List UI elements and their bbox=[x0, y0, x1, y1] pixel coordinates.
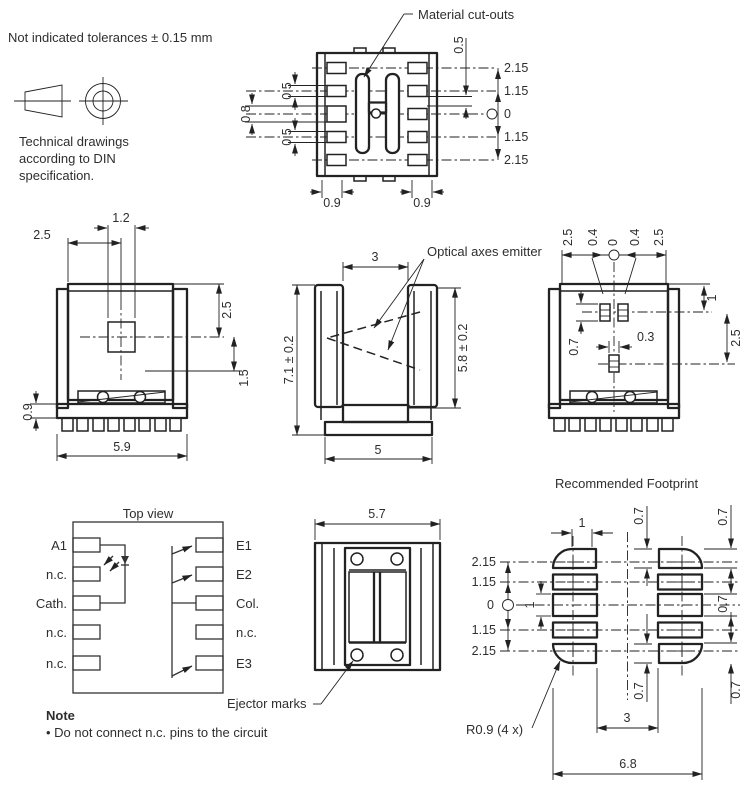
pinout-title: Top view bbox=[122, 506, 174, 521]
pin-label-a1: A1 bbox=[51, 538, 67, 553]
pin-label-e2: E2 bbox=[236, 567, 252, 582]
fp-dim-row3: 0 bbox=[487, 598, 494, 612]
dim-row2: 1.15 bbox=[504, 84, 529, 98]
material-cutouts-shape bbox=[356, 74, 399, 153]
footprint-pads-right bbox=[658, 549, 702, 663]
dim-window-offset: 2.5 bbox=[33, 228, 51, 242]
footprint-title: Recommended Footprint bbox=[555, 476, 699, 491]
dim-window-width: 1.2 bbox=[112, 211, 130, 225]
note-item: • Do not connect n.c. pins to the circuit bbox=[46, 725, 268, 740]
dim-slot-width: 3 bbox=[371, 250, 379, 264]
tolerance-note: Not indicated tolerances ± 0.15 mm bbox=[8, 30, 213, 45]
fp-radius-label: R0.9 (4 x) bbox=[466, 722, 524, 737]
note-title: Note bbox=[46, 708, 75, 723]
dim-row1: 2.15 bbox=[504, 61, 529, 75]
pinout-pads-left bbox=[73, 538, 100, 670]
fp-dim-row4: 1.15 bbox=[471, 623, 496, 637]
center-hole-icon bbox=[372, 109, 381, 118]
dim-pin-width-2: 0.8 bbox=[239, 105, 253, 123]
dim-top-4: 0.4 bbox=[628, 228, 642, 246]
fp-dim-pad-height-5: 0.7 bbox=[729, 681, 743, 699]
pin-label-nc3: n.c. bbox=[46, 656, 67, 671]
dim-row5: 2.15 bbox=[504, 153, 529, 167]
fp-dim-center-pad-height: 1 bbox=[523, 601, 537, 609]
dim-row3: 0 bbox=[504, 107, 511, 121]
material-cutouts-label: Material cut-outs bbox=[418, 7, 515, 22]
phototransistor-e3-icon bbox=[172, 666, 192, 676]
datum-circle-icon bbox=[487, 109, 497, 119]
dim-die-pitch: 2.5 bbox=[729, 329, 743, 347]
dim-lead-offset-right: 0.9 bbox=[413, 196, 431, 210]
pins-right bbox=[408, 63, 427, 166]
dim-die-width: 0.3 bbox=[637, 330, 655, 344]
fp-dim-pad-height-2: 0.7 bbox=[716, 508, 730, 526]
pin-label-nc2: n.c. bbox=[46, 625, 67, 640]
din-note-line3: specification. bbox=[19, 168, 95, 183]
din-note-line1: Technical drawings bbox=[19, 134, 129, 149]
fp-dim-pad-height-4: 0.7 bbox=[632, 682, 646, 700]
dim-top-2: 0.4 bbox=[586, 228, 600, 246]
pinout-diagram bbox=[36, 506, 259, 693]
footprint-view bbox=[466, 476, 743, 780]
dim-lead-height: 0.9 bbox=[21, 403, 35, 421]
dim-inner-height: 5.8 ± 0.2 bbox=[456, 323, 470, 373]
dim-row4: 1.15 bbox=[504, 130, 529, 144]
pin-label-nc4: n.c. bbox=[236, 625, 257, 640]
dim-body-width: 5.9 bbox=[113, 440, 131, 454]
pin-label-col: Col. bbox=[236, 596, 260, 611]
dim-die-offset-top: 1 bbox=[705, 294, 719, 302]
fp-dim-pad-height-3: 0.7 bbox=[716, 595, 730, 613]
pins-left bbox=[327, 63, 346, 166]
dim-top-5: 2.5 bbox=[652, 228, 666, 246]
package-top-view bbox=[239, 7, 528, 210]
note-block bbox=[46, 708, 268, 740]
phototransistor-e1-icon bbox=[172, 546, 192, 554]
dim-top-1: 2.5 bbox=[561, 228, 575, 246]
datum-circle-icon bbox=[503, 600, 514, 611]
optical-axis-2 bbox=[327, 338, 420, 370]
fp-dim-row5: 2.15 bbox=[471, 644, 496, 658]
dim-bottom-width: 5.7 bbox=[368, 507, 386, 521]
footprint-pads-left bbox=[553, 549, 597, 663]
dim-below-center: 1.5 bbox=[237, 369, 251, 387]
leads-back bbox=[554, 418, 673, 431]
led-symbol-icon bbox=[121, 556, 129, 564]
fp-dim-pad-width: 1 bbox=[578, 516, 586, 530]
dim-base-width: 5 bbox=[374, 443, 382, 457]
ejector-marks-icons bbox=[351, 553, 403, 661]
dim-overall-height: 7.1 ± 0.2 bbox=[282, 335, 296, 385]
din-note-line2: according to DIN bbox=[19, 151, 116, 166]
dim-top-3: 0 bbox=[606, 239, 620, 246]
dim-lead-offset-left: 0.9 bbox=[323, 196, 341, 210]
pinout-pads-right bbox=[196, 538, 223, 670]
projection-symbol-icon bbox=[14, 77, 128, 125]
pinout-circuit bbox=[100, 545, 196, 678]
optical-axes-label: Optical axes emitter bbox=[427, 244, 542, 259]
back-view bbox=[549, 229, 743, 431]
fp-dim-row1: 2.15 bbox=[471, 555, 496, 569]
side-view bbox=[282, 244, 543, 464]
fp-dim-inner-gap: 3 bbox=[623, 711, 631, 725]
dim-pin-width-1: 0.5 bbox=[280, 82, 294, 100]
front-view bbox=[21, 211, 251, 461]
datum-circle-icon bbox=[609, 250, 619, 260]
pin-label-nc1: n.c. bbox=[46, 567, 67, 582]
pin-label-e1: E1 bbox=[236, 538, 252, 553]
dim-center-offset: 2.5 bbox=[220, 301, 234, 319]
fp-dim-overall-width: 6.8 bbox=[619, 757, 637, 771]
ejector-marks-label: Ejector marks bbox=[227, 696, 307, 711]
fp-dim-row2: 1.15 bbox=[471, 575, 496, 589]
phototransistor-e2-icon bbox=[172, 575, 192, 583]
pin-label-e3: E3 bbox=[236, 656, 252, 671]
dim-pin-width-3: 0.5 bbox=[280, 128, 294, 146]
fp-dim-pad-height-1: 0.7 bbox=[632, 507, 646, 525]
pin-label-cath: Cath. bbox=[35, 596, 67, 611]
header-notes bbox=[8, 30, 212, 183]
leads-front bbox=[62, 418, 181, 431]
dim-pin-gap: 0.5 bbox=[452, 36, 466, 54]
dim-die-height: 0.7 bbox=[567, 338, 581, 356]
optical-axis-1 bbox=[327, 312, 420, 338]
